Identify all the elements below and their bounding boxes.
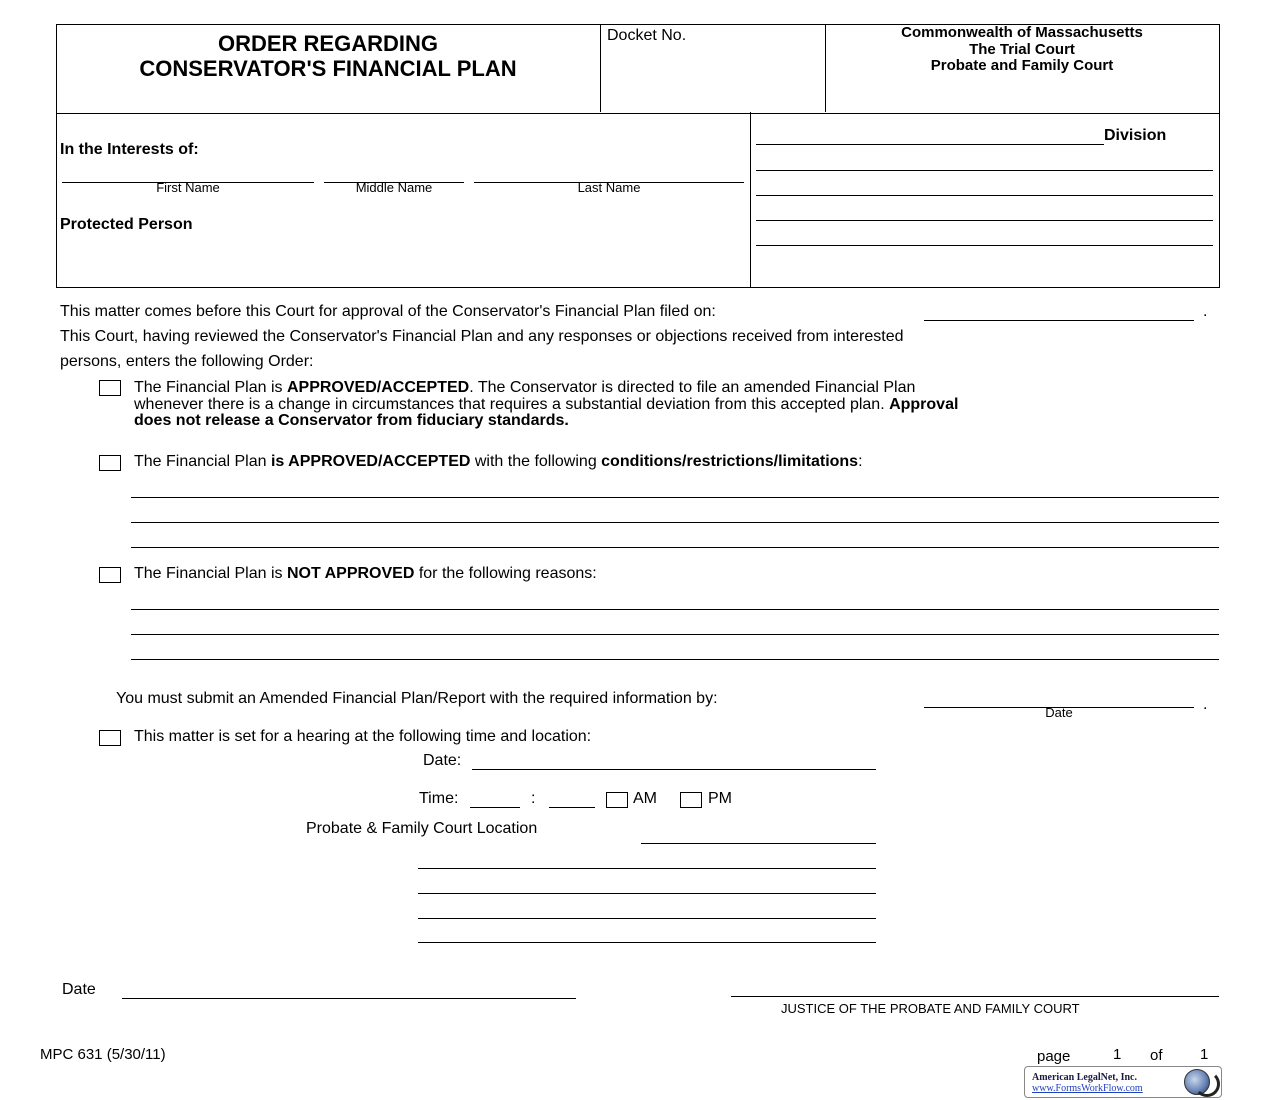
middle-name-input[interactable] (324, 162, 462, 180)
approved-text-line2: whenever there is a change in circumstances that requires a substantial deviation from this accepted plan. (134, 395, 890, 413)
court-line-commonwealth: Commonwealth of Massachusetts (901, 24, 1143, 41)
of-label: of (1150, 1047, 1163, 1064)
filed-on-date-line (924, 320, 1194, 321)
address-line-3 (756, 220, 1213, 221)
amended-date-caption: Date (1045, 705, 1073, 720)
conditions-text (134, 453, 863, 471)
conditions-text-bold2: conditions/restrictions/limitations (601, 453, 859, 470)
justice-label: JUSTICE OF THE PROBATE AND FAMILY COURT (781, 1001, 1080, 1016)
conditions-text-bold1: is APPROVED/ACCEPTED (270, 453, 471, 470)
form-id: MPC 631 (5/30/11) (40, 1046, 166, 1063)
location-line-2 (418, 868, 876, 869)
conditions-line-2-input[interactable] (131, 503, 1217, 521)
reasons-line-2 (131, 634, 1219, 635)
pm-checkbox[interactable] (680, 792, 702, 808)
reasons-line-2-input[interactable] (131, 615, 1217, 633)
reasons-line-1 (131, 609, 1219, 610)
location-line-3-input[interactable] (418, 874, 874, 892)
am-checkbox[interactable] (606, 792, 628, 808)
court-line-probate: Probate and Family Court (930, 57, 1114, 74)
filed-on-period: . (1203, 303, 1208, 320)
court-line-trial: The Trial Court (969, 40, 1075, 58)
address-line-3-input[interactable] (756, 201, 1212, 219)
page-number: 1 (1113, 1046, 1122, 1063)
reasons-line-3-input[interactable] (131, 640, 1217, 658)
header-divider-1 (600, 24, 601, 112)
location-line-1 (641, 843, 876, 844)
approved-text-line2-bold: Approval (889, 395, 959, 413)
justice-signature-input[interactable] (731, 977, 1217, 995)
first-name-input[interactable] (62, 162, 312, 180)
address-line-1 (756, 170, 1213, 171)
arrow-swoosh-icon (1194, 1071, 1220, 1097)
hearing-minute-line (549, 807, 595, 808)
approved-text-pre: The Financial Plan is (134, 379, 287, 396)
page-total: 1 (1200, 1046, 1209, 1063)
location-line-5-input[interactable] (418, 923, 874, 941)
hearing-minute-input[interactable] (549, 788, 593, 806)
address-line-4-input[interactable] (756, 226, 1212, 244)
form-title-line2: CONSERVATOR'S FINANCIAL PLAN (139, 56, 517, 81)
court-name (826, 25, 1218, 75)
signature-date-line (122, 998, 576, 999)
hearing-text: This matter is set for a hearing at the following time and location: (134, 728, 592, 745)
not-approved-text (134, 565, 597, 583)
court-location-label: Probate & Family Court Location (306, 820, 538, 837)
address-line-1-input[interactable] (756, 151, 1212, 169)
first-name-caption: First Name (156, 180, 220, 195)
docket-label: Docket No. (607, 27, 687, 44)
hearing-date-label: Date: (423, 752, 462, 769)
approved-checkbox[interactable] (99, 380, 121, 396)
reasons-line-1-input[interactable] (131, 590, 1217, 608)
conditions-text-mid: with the following (470, 453, 602, 470)
not-approved-checkbox[interactable] (99, 567, 121, 583)
middle-name-caption: Middle Name (355, 180, 433, 195)
location-line-1-input[interactable] (641, 824, 874, 842)
hearing-date-input[interactable] (472, 750, 874, 768)
docket-number-input[interactable] (607, 50, 817, 100)
protected-person-label: Protected Person (60, 216, 193, 233)
pm-label: PM (708, 790, 732, 807)
am-label: AM (633, 790, 657, 807)
conditions-line-1-input[interactable] (131, 478, 1217, 496)
interests-label: In the Interests of: (60, 141, 199, 158)
hearing-time-colon: : (531, 790, 536, 807)
amended-plan-text: You must submit an Amended Financial Plan/Report with the required information by: (116, 690, 718, 707)
intro-text-line3: persons, enters the following Order: (60, 353, 314, 370)
hearing-time-label: Time: (419, 790, 459, 807)
american-legalnet-logo[interactable] (1024, 1066, 1222, 1098)
conditions-line-1 (131, 497, 1219, 498)
approved-text-line3: does not release a Conservator from fiduciary standards. (134, 412, 569, 429)
amended-date-input[interactable] (924, 688, 1192, 706)
location-line-5 (418, 942, 876, 943)
division-label: Division (1104, 127, 1167, 144)
approved-text-bold: APPROVED/ACCEPTED (286, 379, 470, 396)
not-approved-text-post: for the following reasons: (414, 565, 597, 582)
location-line-4-input[interactable] (418, 899, 874, 917)
hearing-hour-input[interactable] (470, 788, 518, 806)
hearing-date-line (472, 769, 876, 770)
address-line-2-input[interactable] (756, 176, 1212, 194)
location-line-3 (418, 893, 876, 894)
conditions-line-2 (131, 522, 1219, 523)
signature-date-input[interactable] (122, 979, 574, 997)
conditions-text-pre: The Financial Plan (134, 453, 271, 470)
not-approved-text-pre: The Financial Plan is (134, 565, 287, 582)
approved-text-mid: . The Conservator is directed to file an amended Financial Plan (469, 379, 916, 396)
not-approved-text-bold: NOT APPROVED (286, 565, 415, 582)
hearing-checkbox[interactable] (99, 730, 121, 746)
filed-on-date-input[interactable] (924, 301, 1192, 319)
conditions-line-3-input[interactable] (131, 528, 1217, 546)
justice-signature-line (731, 996, 1219, 997)
conditions-text-post: : (858, 453, 863, 470)
last-name-input[interactable] (474, 162, 742, 180)
division-input[interactable] (756, 125, 1102, 143)
approved-text (134, 380, 1219, 430)
form-title-line1: ORDER REGARDING (217, 31, 438, 56)
logo-website-link[interactable]: www.FormsWorkFlow.com (1032, 1083, 1143, 1094)
last-name-caption: Last Name (577, 180, 641, 195)
address-line-2 (756, 195, 1213, 196)
hearing-hour-line (470, 807, 520, 808)
amended-date-period: . (1203, 696, 1208, 713)
parties-divider (750, 112, 751, 287)
division-line (756, 144, 1104, 145)
form-title (58, 31, 598, 81)
location-line-2-input[interactable] (418, 849, 874, 867)
logo-company-name: American LegalNet, Inc. (1032, 1072, 1137, 1083)
address-line-4 (756, 245, 1213, 246)
intro-text-line1: This matter comes before this Court for approval of the Conservator's Financial Plan filed on: (60, 303, 716, 320)
intro-text-line2: This Court, having reviewed the Conservator's Financial Plan and any responses or objections received from interested (60, 328, 904, 345)
page-label: page (1037, 1048, 1071, 1065)
reasons-line-3 (131, 659, 1219, 660)
location-line-4 (418, 918, 876, 919)
conditions-line-3 (131, 547, 1219, 548)
conditions-checkbox[interactable] (99, 455, 121, 471)
signature-date-label: Date (62, 981, 96, 998)
